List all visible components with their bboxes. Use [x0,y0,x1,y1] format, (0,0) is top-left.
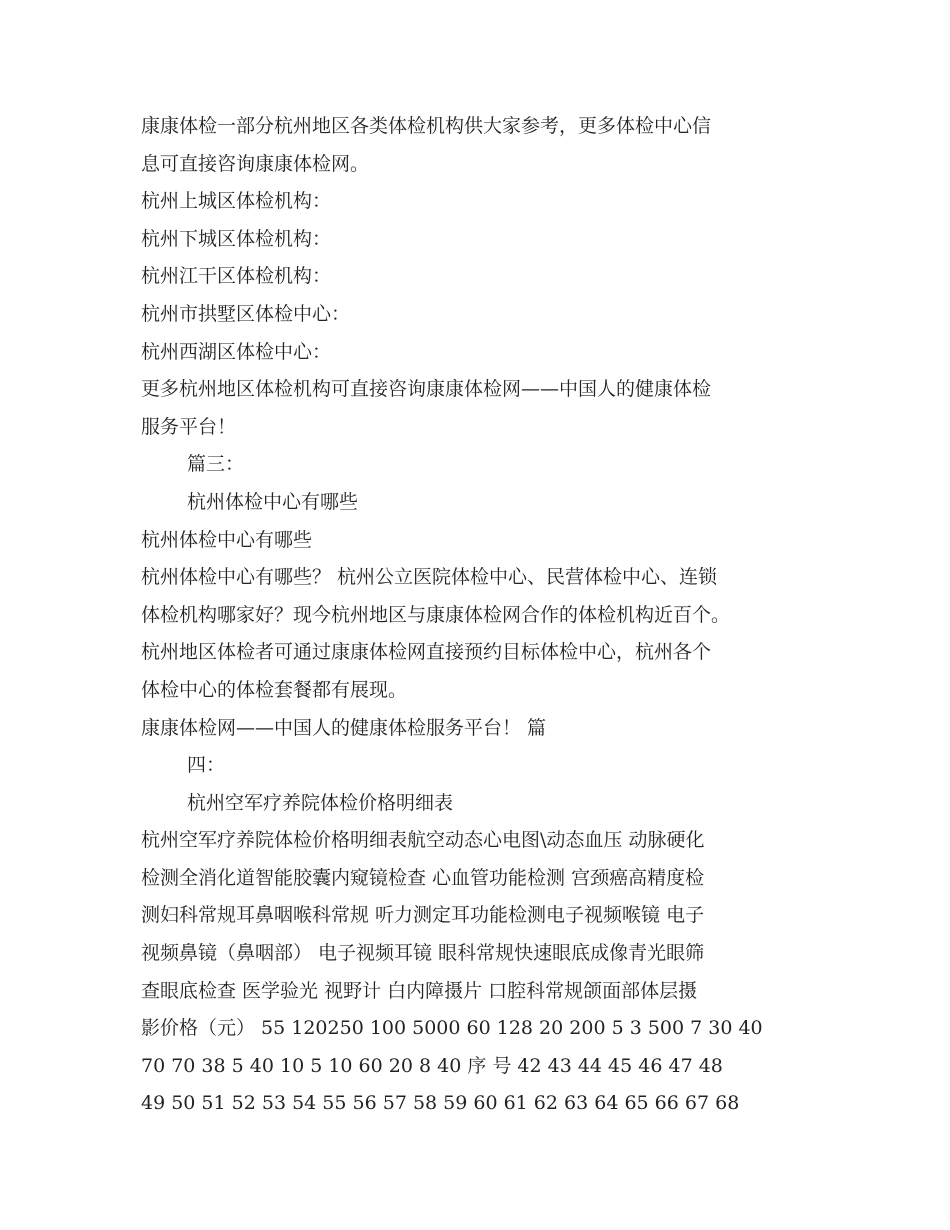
section-3-slogan: 康康体检网——中国人的健康体检服务平台！ 篇 [141,716,547,739]
section-4-body-line-6: 影价格（元） 55 120250 100 5000 60 128 20 200 5 3 500 7 30 40 [141,1017,763,1040]
section-4-label: 四： [187,754,226,777]
document-body [141,108,813,1123]
section-3-body-line-4: 体检中心的体检套餐都有展现。 [141,678,408,701]
section-4-body-line-8: 49 50 51 52 53 54 55 56 57 58 59 60 61 62 63 64 65 66 67 68 [141,1092,740,1115]
section-3-subtitle: 杭州体检中心有哪些 [141,528,313,551]
district-heading-shangcheng: 杭州上城区体检机构： [141,190,332,213]
section-4-body-line-3: 测妇科常规耳鼻咽喉科常规 听力测定耳功能检测电子视频喉镜 电子 [141,904,705,927]
intro-paragraph-line-2: 息可直接咨询康康体检网。 [141,152,370,175]
district-heading-gongshu: 杭州市拱墅区体检中心： [141,302,351,325]
section-3-body-line-2: 体检机构哪家好？现今杭州地区与康康体检网合作的体检机构近百个。 [141,603,731,626]
district-heading-xiacheng: 杭州下城区体检机构： [141,227,332,250]
section-4-body-line-7: 70 70 38 5 40 10 5 10 60 20 8 40 序 号 42 43 44 45 46 47 48 [141,1054,723,1077]
section-4-body-line-5: 查眼底检查 医学验光 视野计 白内障摄片 口腔科常规颌面部体层摄 [141,979,698,1002]
section-4-title: 杭州空军疗养院体检价格明细表 [187,791,454,814]
section-3-body-line-3: 杭州地区体检者可通过康康体检网直接预约目标体检中心，杭州各个 [141,641,712,664]
section-3-label: 篇三： [187,453,245,476]
section-4-body-line-4: 视频鼻镜（鼻咽部） 电子视频耳镜 眼科常规快速眼底成像青光眼筛 [141,942,705,965]
intro-paragraph-line-1: 康康体检一部分杭州地区各类体检机构供大家参考，更多体检中心信 [141,115,712,137]
more-info-line-2: 服务平台！ [141,415,237,438]
section-4-body-line-1: 杭州空军疗养院体检价格明细表航空动态心电图\动态血压 动脉硬化 [141,829,705,852]
section-4-body-line-2: 检测全消化道智能胶囊内窥镜检查 心血管功能检测 宫颈癌高精度检 [141,866,705,889]
district-heading-xihu: 杭州西湖区体检中心： [141,340,332,363]
section-3-body-line-1: 杭州体检中心有哪些？ 杭州公立医院体检中心、民营体检中心、连锁 [141,566,718,589]
district-heading-jianggan: 杭州江干区体检机构： [141,265,332,288]
more-info-line-1: 更多杭州地区体检机构可直接咨询康康体检网——中国人的健康体检 [141,378,712,401]
section-3-title: 杭州体检中心有哪些 [187,490,359,513]
